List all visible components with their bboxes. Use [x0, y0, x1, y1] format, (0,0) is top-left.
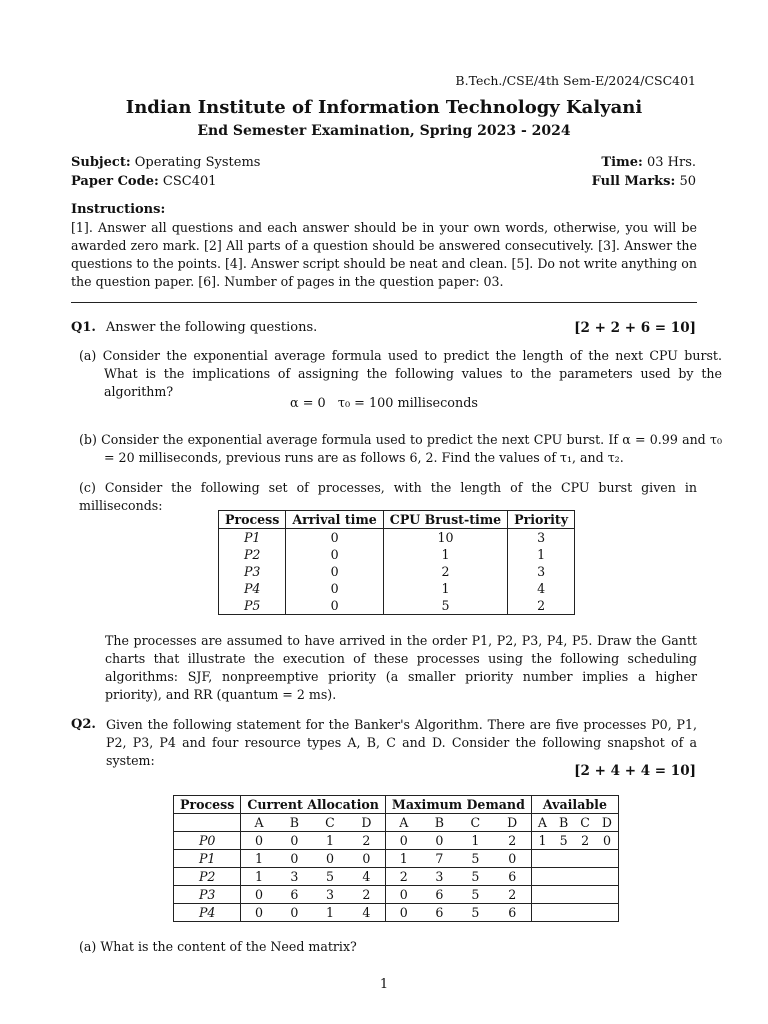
q2-block	[71, 716, 697, 770]
cell	[174, 886, 241, 904]
q2-text: Given the following statement for the Banker's Algorithm. There are five processes P0, P1, P2, P3, P4 and four resource types A, B, C and D. Consider the following snapshot of a system:	[106, 717, 697, 768]
q1-formula	[0, 396, 768, 411]
cell: 4	[348, 904, 386, 922]
cell: 4	[508, 580, 575, 597]
cell	[574, 886, 596, 904]
process-table	[218, 510, 575, 615]
sub-d: D	[596, 814, 619, 832]
cell: 1	[241, 868, 277, 886]
table-row	[219, 580, 575, 597]
subject-value: Operating Systems	[134, 155, 261, 170]
table-row	[219, 546, 575, 563]
paper-code-value: CSC401	[162, 174, 217, 189]
cell	[553, 886, 574, 904]
institute-title: Indian Institute of Information Technology Kalyani	[125, 97, 643, 118]
cell: 0	[286, 529, 383, 547]
q1-part-c: (c) Consider the following set of processes, with the length of the CPU burst given in milliseconds:	[79, 480, 697, 513]
col-maximum-demand: Maximum Demand	[385, 796, 531, 814]
cell	[574, 904, 596, 922]
col-current-allocation: Current Allocation	[241, 796, 386, 814]
cell: 5	[457, 904, 493, 922]
col-available: Available	[531, 796, 618, 814]
table-row	[174, 850, 619, 868]
sub-c: C	[457, 814, 493, 832]
col-arrival: Arrival time	[286, 511, 383, 529]
cell	[553, 904, 574, 922]
q1-part-c-followup: The processes are assumed to have arrived in the order P1, P2, P3, P4, P5. Draw the Gantt charts that illustrate the execution of these processes using the following scheduling algorithms: SJF, nonpreemptive priority (a smaller priority number implies a higher priority), and RR (quantum = 2 ms).	[105, 633, 697, 702]
bankers-table	[173, 795, 619, 922]
cell: P2	[243, 547, 261, 562]
cell: 5	[383, 597, 507, 615]
cell: P3	[243, 564, 261, 579]
q2-part-a: (a) What is the content of the Need matrix?	[79, 939, 357, 954]
cell: 0	[385, 832, 421, 850]
full-marks-value: 50	[679, 174, 696, 189]
q1-label: Q1.	[71, 320, 96, 335]
cell: 6	[494, 904, 532, 922]
cell: 1	[508, 546, 575, 563]
cell: 2	[508, 597, 575, 615]
sub-a: A	[241, 814, 277, 832]
cell	[596, 868, 619, 886]
table-row	[174, 886, 619, 904]
cell: P4	[243, 581, 261, 596]
cell: 2	[385, 868, 421, 886]
table-row	[174, 832, 619, 850]
cell: 0	[348, 850, 386, 868]
cell: 0	[596, 832, 619, 850]
table-row	[219, 529, 575, 547]
col-burst: CPU Brust-time	[383, 511, 507, 529]
cell: 4	[348, 868, 386, 886]
cell: 0	[241, 886, 277, 904]
sub-b: B	[422, 814, 458, 832]
cell: 1	[383, 546, 507, 563]
cell	[531, 904, 553, 922]
cell: 2	[494, 832, 532, 850]
cell: 6	[422, 886, 458, 904]
cell: 0	[385, 886, 421, 904]
cell: 1	[457, 832, 493, 850]
sub-c: C	[574, 814, 596, 832]
process-id: P2	[198, 869, 216, 884]
cell: 3	[508, 529, 575, 547]
cell: 5	[457, 868, 493, 886]
sub-a: A	[531, 814, 553, 832]
cell: 0	[241, 832, 277, 850]
cell	[596, 904, 619, 922]
q2-marks: [2 + 4 + 4 = 10]	[574, 763, 696, 779]
cell: 1	[241, 850, 277, 868]
table-row	[219, 563, 575, 580]
cell: 3	[422, 868, 458, 886]
col-process: Process	[174, 796, 241, 814]
sub-a: A	[385, 814, 421, 832]
paper-code-label: Paper Code:	[71, 174, 159, 189]
bankers-body	[174, 832, 619, 922]
col-process: Process	[219, 511, 286, 529]
sub-b: B	[553, 814, 574, 832]
table-row	[219, 597, 575, 615]
cell	[174, 904, 241, 922]
cell	[553, 868, 574, 886]
cell: 3	[312, 886, 348, 904]
cell: 0	[286, 563, 383, 580]
cell: 0	[286, 597, 383, 615]
cell	[531, 850, 553, 868]
cell: 5	[312, 868, 348, 886]
cell	[574, 868, 596, 886]
q1-part-a: (a) Consider the exponential average formula used to predict the length of the next CPU burst. What is the implications of assigning the following values to the parameters used by the algorithm?	[79, 348, 722, 399]
cell: 7	[422, 850, 458, 868]
time-label: Time:	[601, 155, 643, 170]
subject-label: Subject:	[71, 155, 131, 170]
cell: 0	[286, 546, 383, 563]
table-row	[174, 868, 619, 886]
cell	[174, 814, 241, 832]
cell: 5	[457, 850, 493, 868]
formula-alpha: α = 0	[290, 396, 326, 411]
cell	[596, 850, 619, 868]
cell: 2	[348, 886, 386, 904]
sub-c: C	[312, 814, 348, 832]
cell: 2	[383, 563, 507, 580]
instructions-heading: Instructions:	[71, 202, 166, 217]
cell: 6	[277, 886, 312, 904]
cell: 3	[508, 563, 575, 580]
cell: 0	[277, 850, 312, 868]
cell: 2	[494, 886, 532, 904]
q1-marks: [2 + 2 + 6 = 10]	[574, 320, 696, 336]
exam-subtitle: End Semester Examination, Spring 2023 - 2024	[197, 123, 571, 139]
q2-label: Q2.	[71, 717, 96, 732]
meta-left	[71, 153, 260, 191]
meta-right	[592, 153, 696, 191]
cell: 0	[312, 850, 348, 868]
cell: 2	[348, 832, 386, 850]
cell	[553, 850, 574, 868]
process-id: P3	[198, 887, 216, 902]
cell: 0	[277, 904, 312, 922]
cell	[174, 868, 241, 886]
cell: 3	[277, 868, 312, 886]
cell	[596, 886, 619, 904]
horizontal-rule	[71, 302, 697, 303]
cell: 1	[531, 832, 553, 850]
cell: 0	[422, 832, 458, 850]
cell: 1	[312, 832, 348, 850]
sub-d: D	[494, 814, 532, 832]
cell	[531, 886, 553, 904]
full-marks-label: Full Marks:	[591, 174, 676, 189]
cell: P5	[243, 598, 261, 613]
col-priority: Priority	[508, 511, 575, 529]
cell: 5	[553, 832, 574, 850]
cell: 1	[312, 904, 348, 922]
cell: 0	[277, 832, 312, 850]
cell	[574, 850, 596, 868]
table-row	[174, 904, 619, 922]
process-id: P0	[198, 833, 216, 848]
time-value: 03 Hrs.	[646, 155, 696, 170]
cell: 0	[494, 850, 532, 868]
cell: 6	[422, 904, 458, 922]
sub-b: B	[277, 814, 312, 832]
cell: 10	[383, 529, 507, 547]
sub-d: D	[348, 814, 386, 832]
cell: 6	[494, 868, 532, 886]
process-id: P4	[198, 905, 216, 920]
cell: 1	[385, 850, 421, 868]
page-number: 1	[379, 977, 389, 992]
cell: 1	[383, 580, 507, 597]
cell: 2	[574, 832, 596, 850]
cell: 0	[385, 904, 421, 922]
cell: 5	[457, 886, 493, 904]
cell: 0	[241, 904, 277, 922]
instructions-text: [1]. Answer all questions and each answer should be in your own words, otherwise, you will be awarded zero mark. [2] All parts of a question should be answered consecutively. [3]. Answer the questions to the points. [4]. Answer script should be neat and clean. [5]. Do not write anything on the question paper. [6]. Number of pages in the question paper: 03.	[71, 220, 697, 289]
cell: 0	[286, 580, 383, 597]
cell	[174, 832, 241, 850]
q1-title: Answer the following questions.	[105, 320, 318, 335]
cell	[174, 850, 241, 868]
cell: P1	[243, 530, 261, 545]
q1-part-b: (b) Consider the exponential average formula used to predict the next CPU burst. If α = 0.99 and τ₀ = 20 milliseconds, previous runs are as follows 6, 2. Find the values of τ₁, and τ₂.	[79, 432, 722, 465]
formula-tau: τ₀ = 100 milliseconds	[337, 396, 478, 411]
course-code-line: B.Tech./CSE/4th Sem-E/2024/CSC401	[455, 73, 696, 88]
q1-header	[71, 320, 317, 335]
process-id: P1	[198, 851, 216, 866]
cell	[531, 868, 553, 886]
